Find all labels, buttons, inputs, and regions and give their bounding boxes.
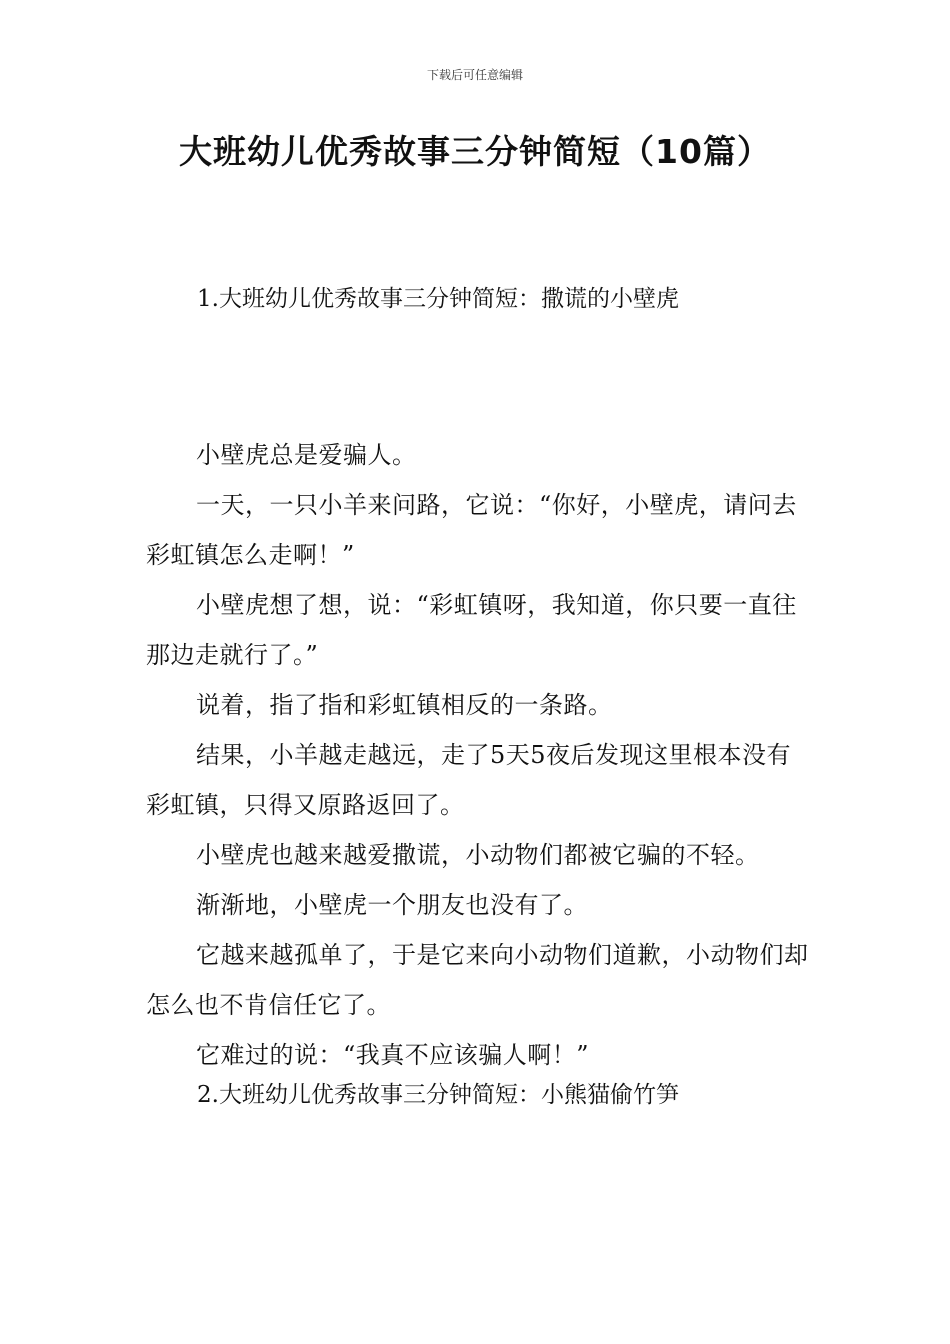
story-body [146, 430, 810, 1080]
section-heading-2: 2.大班幼儿优秀故事三分钟简短：小熊猫偷竹笋 [197, 1082, 679, 1108]
paragraph: 小壁虎也越来越爱撒谎，小动物们都被它骗的不轻。 [196, 841, 760, 869]
section-heading-1: 1.大班幼儿优秀故事三分钟简短：撒谎的小壁虎 [197, 286, 679, 312]
document-title: 大班幼儿优秀故事三分钟简短（10篇） [179, 132, 771, 171]
paragraph: 说着，指了指和彩虹镇相反的一条路。 [196, 691, 613, 719]
paragraph: 它难过的说：“我真不应该骗人啊！” [196, 1041, 590, 1069]
paragraph: 小壁虎总是爱骗人。 [196, 441, 417, 469]
header-note: 下载后可任意编辑 [426, 68, 523, 82]
paragraph: 小壁虎想了想，说：“彩虹镇呀，我知道，你只要一直往那边走就行了。” [146, 591, 797, 669]
paragraph: 渐渐地，小壁虎一个朋友也没有了。 [196, 891, 588, 919]
paragraph: 它越来越孤单了，于是它来向小动物们道歉，小动物们却怎么也不肯信任它了。 [146, 941, 809, 1019]
paragraph: 结果，小羊越走越远，走了5天5夜后发现这里根本没有彩虹镇，只得又原路返回了。 [146, 741, 792, 819]
paragraph: 一天，一只小羊来问路，它说：“你好，小壁虎，请问去彩虹镇怎么走啊！” [146, 491, 797, 569]
